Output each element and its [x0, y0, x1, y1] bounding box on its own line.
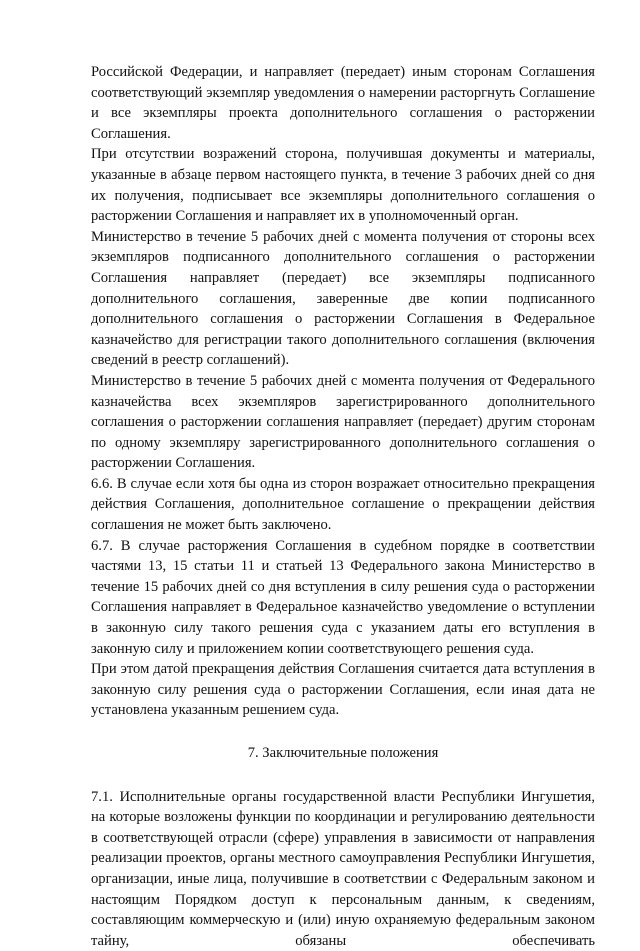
paragraph-termination-date: При этом датой прекращения действия Соглашения считается дата вступления в законную силу решения суда о расторжении Соглашения, если иная дата не установлена указанным решением суда. [91, 661, 595, 719]
section-heading: 7. Заключительные положения [247, 745, 439, 761]
paragraph-no-objections: При отсутствии возражений сторона, получившая документы и материалы, указанные в абзаце первом настоящего пункта, в течение 3 рабочих дней со дня их получения, подписывает все экземпляры дополнительного соглашения о расторжении Соглашения и направляет их в уполномоченный орган. [91, 146, 595, 225]
paragraph-6-7: 6.7. В случае расторжения Соглашения в судебном порядке в соответствии частями 13, 15 статьи 11 и статьей 13 Федерального закона Министерство в течение 15 рабочих дней со дня вступления в силу решения суда о расторжении Соглашения направляет в Федеральное казначейство уведомление о вступлении в законную силу такого решения суда с указанием даты его вступления в законную силу и приложением копии соответствующего решения суда. [91, 537, 595, 657]
paragraph-ministry-distribution: Министерство в течение 5 рабочих дней с момента получения от Федерального казначейства всех экземпляров зарегистрированного дополнительного соглашения о расторжении соглашения направляет (передает) другим сторонам по одному экземпляру зарегистрированного дополнительного соглашения о расторжении Соглашения. [91, 372, 595, 472]
paragraph-7-1: 7.1. Исполнительные органы государственной власти Республики Ингушетия, на которые возложены функции по координации и регулированию деятельности в соответствующей отрасли (сфере) управления в зависимости от направления реализации проектов, органы местного самоуправления Республики Ингушетия, организации, иные лица, получившие в соответствии с Федеральным законом и настоящим Порядком доступ к персональным данным, к сведениям, составляющим коммерческую и (или) иную охраняемую федеральным законом тайну, обязаны обеспечивать [91, 788, 595, 949]
paragraph-6-6: 6.6. В случае если хотя бы одна из сторон возражает относительно прекращения действия Соглашения, дополнительное соглашение о прекращении действия соглашения не может быть заключено. [91, 475, 595, 534]
paragraph-ministry-registration: Министерство в течение 5 рабочих дней с момента получения от стороны всех экземпляров подписанного дополнительного соглашения о расторжении Соглашения направляет (передает) все экземпляры подписанного дополнительного соглашения, заверенные две копии подписанного дополнительного соглашения о расторжении Соглашения в Федеральное казначейство для регистрации такого дополнительного соглашения (включения сведений в реестр соглашений). [91, 228, 595, 369]
paragraph-notice-continuation: Российской Федерации, и направляет (передает) иным сторонам Соглашения соответствующий экземпляр уведомления о намерении расторгнуть Соглашение и все экземпляры проекта дополнительного соглашения о расторжении Соглашения. [91, 64, 595, 142]
